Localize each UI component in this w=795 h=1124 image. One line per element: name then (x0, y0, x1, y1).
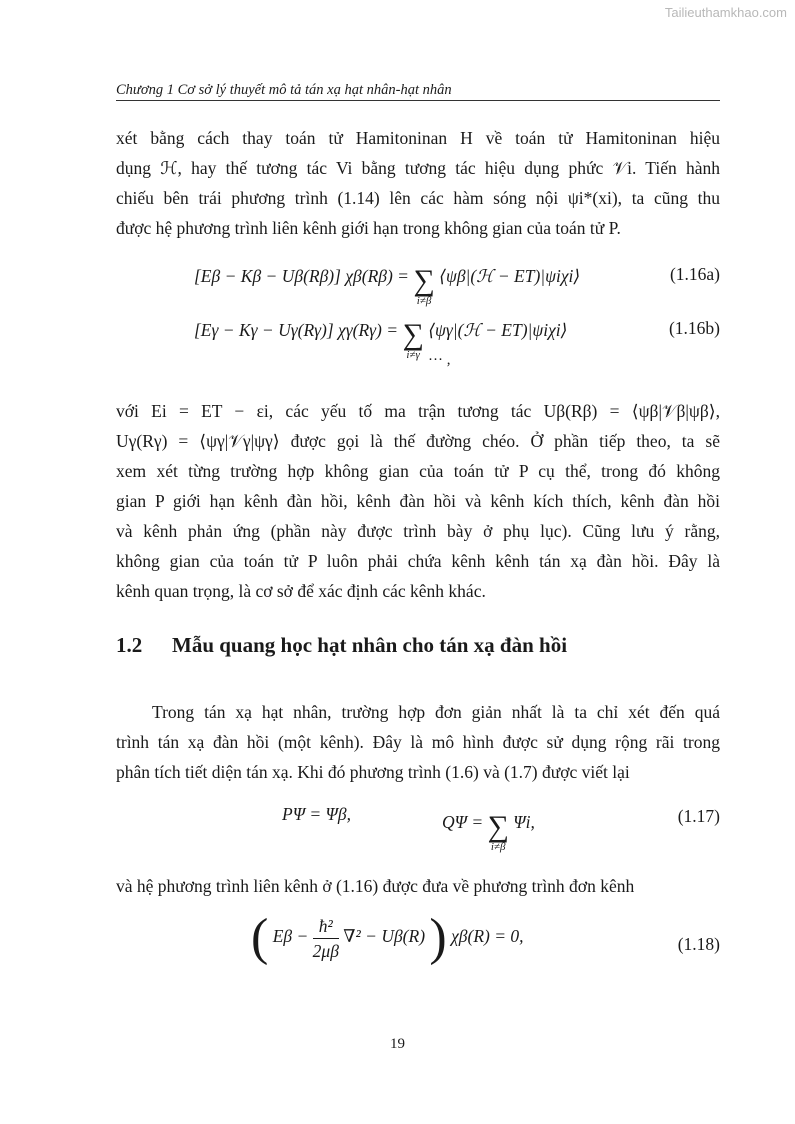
watermark: Tailieuthamkhao.com (664, 5, 787, 20)
paragraph-elastic-scattering (116, 697, 720, 787)
equation-lhs: [Eγ − Kγ − Uγ(Rγ)] χγ(Rγ) = (194, 320, 399, 341)
equation-number: (1.17) (677, 806, 720, 826)
equation-part1: PΨ = Ψβ, (282, 804, 351, 824)
paragraph-diagonal-potential (116, 396, 720, 606)
text-line: với Ei = ET − εi, các yếu tố ma trận tương tác Uβ(Rβ) = ⟨ψβ|𝒱β|ψβ⟩, (116, 401, 720, 421)
sum-subscript: i≠γ (406, 349, 420, 361)
equation-lhs: QΨ = (442, 812, 484, 833)
equation-tail: χβ(R) = 0, (451, 926, 524, 947)
energy-term: Eβ − (272, 926, 309, 947)
text-line: gian P giới hạn kênh đàn hồi, kênh đàn hồi và kênh kích thích, kênh đàn hồi (116, 491, 720, 511)
fraction-denominator: 2μβ (312, 940, 339, 961)
text-line: không gian của toán tử P luôn phải chứa kênh kênh tán xạ đàn hồi. Đây là (116, 551, 720, 571)
section-number: 1.2 (116, 633, 143, 657)
fraction (313, 914, 339, 963)
text-line: chiếu bên trái phương trình (1.14) lên các hàm sóng nội ψi*(xi), ta cũng thu (116, 188, 720, 208)
text-line: Uγ(Rγ) = ⟨ψγ|𝒱γ|ψγ⟩ được gọi là thế đường chéo. Ở phần tiếp theo, ta sẽ (116, 431, 720, 451)
text-line: và hệ phương trình liên kênh ở (1.16) được đưa về phương trình đơn kênh (116, 876, 635, 896)
text-line: Trong tán xạ hạt nhân, trường hợp đơn giản nhất là ta chỉ xét đến quá (152, 702, 720, 722)
text-line: và kênh phản ứng (phần này được trình bày ở phụ lục). Cũng lưu ý rằng, (116, 521, 720, 541)
text-line: xem xét từng trường hợp không gian của toán tử P cụ thể, trong đó không (116, 461, 720, 481)
open-paren: ( (251, 909, 269, 966)
operator-terms: ∇² − Uβ(R) (343, 926, 426, 947)
sum-symbol: ∑ i≠γ (402, 318, 424, 361)
equation-rhs: Ψi, (513, 812, 535, 833)
text-line: kênh quan trọng, là cơ sở để xác định các kênh khác. (116, 581, 486, 601)
text-line: trình tán xạ đàn hồi (một kênh). Đây là mô hình được sử dụng rộng rãi trong (116, 732, 720, 752)
equation-number: (1.16a) (669, 264, 720, 284)
sum-symbol: ∑ i≠β (487, 810, 509, 853)
equation-continuation-dots: ··· , (428, 352, 451, 368)
equation-1-18 (116, 909, 720, 982)
text-line: dụng ℋ, hay thế tương tác Vi bằng tương tác hiệu dụng phức 𝒱i. Tiến hành (116, 158, 720, 178)
equation-number: (1.18) (677, 934, 720, 954)
equation-1-17 (116, 800, 720, 853)
fraction-numerator: ħ² (313, 914, 339, 939)
text-line: được hệ phương trình liên kênh giới hạn trong không gian của toán tử P. (116, 218, 621, 238)
page-number: 19 (390, 1036, 405, 1052)
sum-symbol: ∑ i≠β (413, 264, 435, 307)
text-line: xét bằng cách thay toán tử Hamitoninan H về toán tử Hamitoninan hiệu (116, 128, 720, 148)
section-title-text: Mẫu quang học hạt nhân cho tán xạ đàn hồi (172, 633, 568, 657)
equation-rhs: ⟨ψβ|(ℋ − ET)|ψiχi⟩ (439, 266, 581, 287)
sum-subscript: i≠β (490, 841, 506, 853)
paragraph-intro (116, 123, 720, 243)
text-line: phân tích tiết diện tán xạ. Khi đó phương trình (1.6) và (1.7) được viết lại (116, 762, 630, 782)
equation-1-16b (116, 308, 720, 368)
section-heading (116, 633, 567, 658)
running-head: Chương 1 Cơ sở lý thuyết mô tả tán xạ hạt nhân-hạt nhân (116, 82, 720, 101)
sum-subscript: i≠β (416, 295, 432, 307)
paragraph-single-channel (116, 871, 720, 901)
equation-lhs: [Eβ − Kβ − Uβ(Rβ)] χβ(Rβ) = (194, 266, 409, 287)
close-paren: ) (429, 909, 447, 966)
equation-1-16a (116, 254, 720, 307)
equation-number: (1.16b) (668, 318, 720, 338)
equation-rhs: ⟨ψγ|(ℋ − ET)|ψiχi⟩ (428, 320, 568, 341)
